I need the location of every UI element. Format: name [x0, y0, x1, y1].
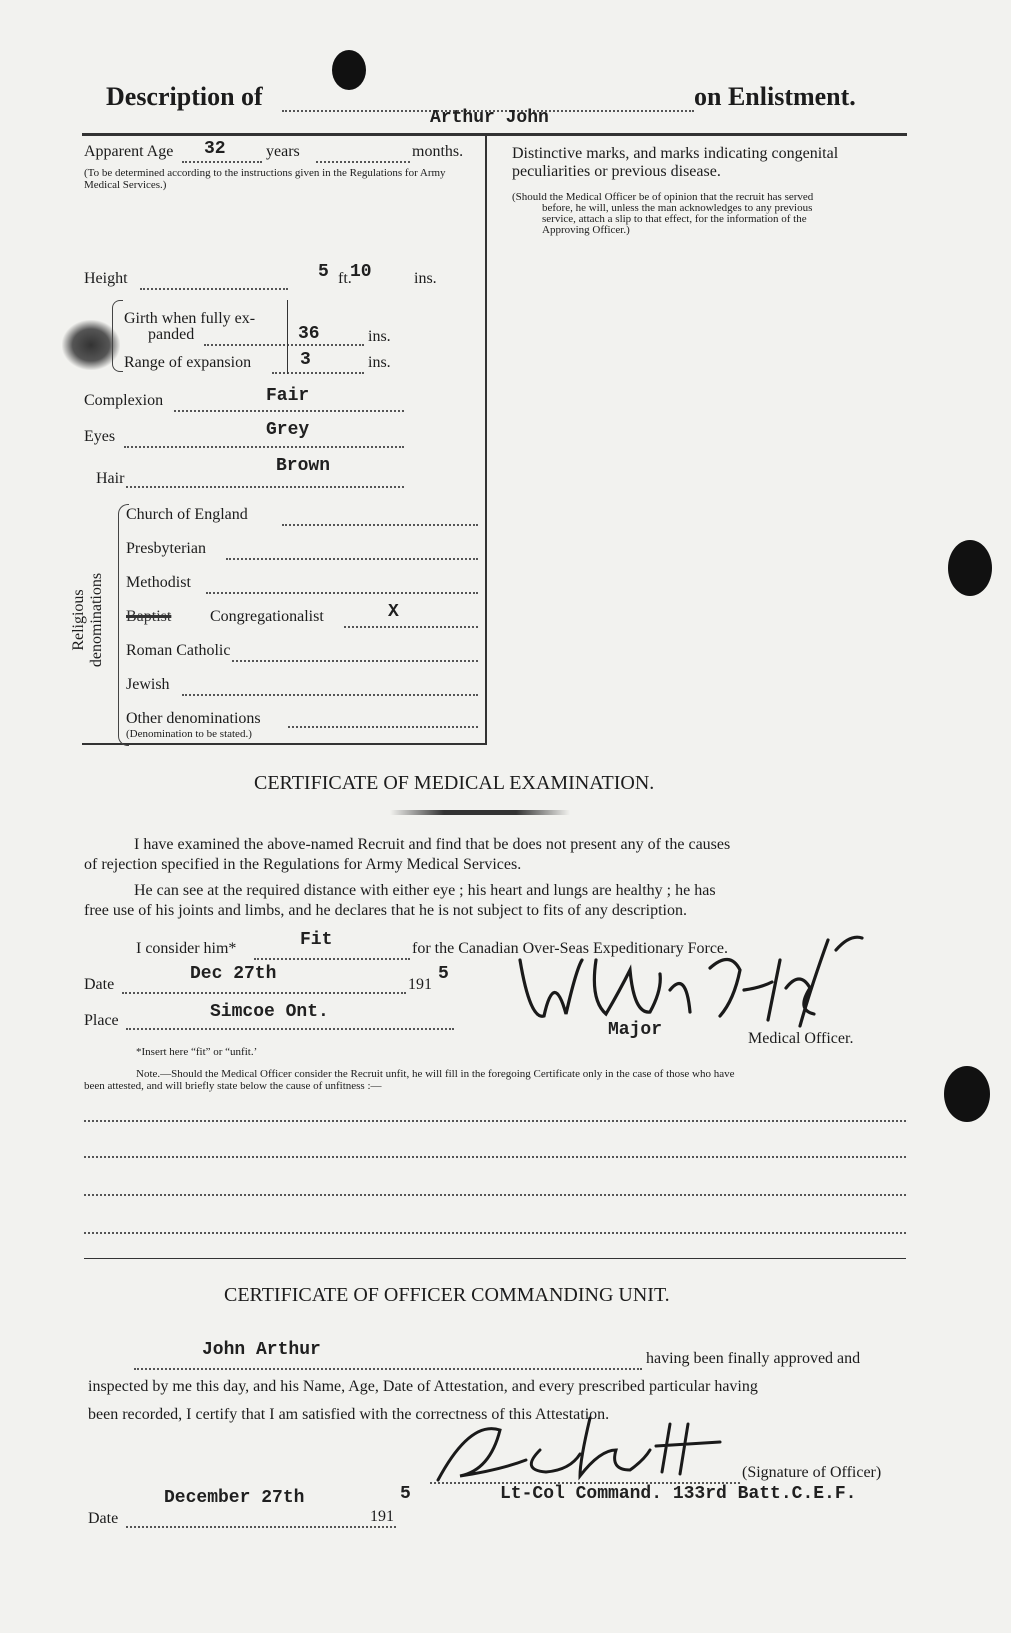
religion-roman-catholic: Roman Catholic [126, 642, 231, 659]
range-value: 3 [300, 350, 311, 370]
medical-para1-line2: of rejection specified in the Regulations for Army Medical Services. [84, 856, 522, 873]
signature-label: (Signature of Officer) [742, 1464, 882, 1481]
religion-congregationalist-line [344, 626, 478, 628]
height-label: Height [84, 270, 128, 287]
commanding-rank: Lt-Col Command. 133rd Batt.C.E.F. [500, 1484, 857, 1504]
marks-note-2: before, he will, unless the man acknowledges to any previous [542, 202, 813, 214]
religion-side-label-2: denominations [88, 572, 105, 668]
medical-place-label: Place [84, 1012, 119, 1029]
eyes-value: Grey [266, 420, 310, 440]
medical-place-value: Simcoe Ont. [210, 1002, 329, 1022]
commanding-date-label: Date [88, 1510, 119, 1527]
medical-title: CERTIFICATE OF MEDICAL EXAMINATION. [254, 772, 655, 794]
commanding-year-prefix: 191 [370, 1508, 394, 1525]
commanding-name-value: John Arthur [202, 1340, 321, 1360]
commanding-line2: inspected by me this day, and his Name, Age, Date of Attestation, and every prescribed particular having [88, 1378, 758, 1395]
eyes-label: Eyes [84, 428, 116, 445]
range-line [272, 372, 364, 374]
unfit-line-1 [84, 1120, 906, 1122]
consider-line [254, 958, 410, 960]
marks-note-4: Approving Officer.) [542, 224, 630, 236]
religion-catholic-line [232, 660, 478, 662]
girth-label-2: panded [148, 326, 195, 343]
medical-year-prefix: 191 [408, 976, 432, 993]
unfit-line-4 [84, 1232, 906, 1234]
header-title-left: Description of [106, 82, 263, 111]
medical-officer-rank: Major [608, 1020, 663, 1040]
medical-place-line [126, 1028, 454, 1030]
religion-other-note: (Denomination to be stated.) [126, 728, 252, 740]
header-title-right: on Enlistment. [694, 82, 856, 111]
medical-year-suffix: 5 [438, 964, 449, 984]
punch-hole-right-upper [948, 540, 992, 596]
girth-line [204, 344, 364, 346]
religion-side-label [70, 560, 106, 680]
religion-jewish-line [182, 694, 478, 696]
header-name: Arthur John [430, 108, 549, 128]
months-label: months. [412, 143, 464, 160]
range-label: Range of expansion [124, 354, 252, 371]
religion-other: Other denominations [126, 710, 261, 727]
medical-para2-line2: free use of his joints and limbs, and he declares that he is not subject to fits of any description. [84, 902, 687, 919]
commanding-year-suffix: 5 [400, 1484, 411, 1504]
bottom-rule [82, 743, 487, 745]
unfit-note-line2: been attested, and will briefly state below the cause of unfitness :— [84, 1080, 382, 1092]
hair-line [126, 486, 404, 488]
height-ft-value: 5 [318, 262, 329, 282]
religion-side-label-1: Religious [70, 589, 87, 651]
complexion-value: Fair [266, 386, 310, 406]
unfit-line-2 [84, 1156, 906, 1158]
medical-officer-label: Medical Officer. [748, 1030, 854, 1047]
commanding-name-line [134, 1368, 642, 1370]
marks-heading-2: peculiarities or previous disease. [512, 163, 721, 180]
medical-date-label: Date [84, 976, 115, 993]
hair-label: Hair [96, 470, 125, 487]
punch-hole-top [332, 50, 366, 90]
religion-jewish: Jewish [126, 676, 170, 693]
age-note-text: (To be determined according to the instructions given in the Regulations for Army Medical Services.) [84, 167, 446, 191]
ins-label: ins. [414, 270, 437, 287]
religion-other-line [288, 726, 478, 728]
religion-struck-denomination: Baptist [126, 608, 172, 625]
unfit-note-line1: Note.—Should the Medical Officer consider the Recruit unfit, he will fill in the foregoing Certificate only in the case of those who have [136, 1068, 735, 1080]
for-expeditionary-force: for the Canadian Over-Seas Expeditionary Force. [412, 940, 729, 957]
apparent-age-label: Apparent Age [84, 143, 174, 160]
commanding-line1-tail: having been finally approved and [646, 1350, 861, 1367]
marks-note-1: (Should the Medical Officer be of opinion that the recruit has served [512, 191, 814, 203]
medical-para1-line1: I have examined the above-named Recruit and find that be does not present any of the causes [134, 836, 731, 853]
girth-ins: ins. [368, 328, 391, 345]
years-label: years [266, 143, 300, 160]
height-line [140, 288, 288, 290]
column-divider [485, 135, 487, 743]
medical-officer-signature [510, 930, 870, 1040]
consider-label: I consider him* [136, 940, 237, 957]
punch-hole-right-lower [944, 1066, 990, 1122]
religion-methodist: Methodist [126, 574, 191, 591]
age-value: 32 [204, 139, 226, 159]
insert-note: *Insert here “fit” or “unfit.’ [136, 1046, 258, 1058]
chest-bracket [112, 300, 123, 372]
unfit-line-3 [84, 1194, 906, 1196]
religion-congregationalist-mark: X [388, 602, 399, 622]
marks-note-3: service, attach a slip to that effect, for the information of the [542, 213, 807, 225]
complexion-label: Complexion [84, 392, 164, 409]
religion-church-of-england: Church of England [126, 506, 248, 523]
medical-para2-line1: He can see at the required distance with either eye ; his heart and lungs are healthy ; he has [134, 882, 716, 899]
commanding-title: CERTIFICATE OF OFFICER COMMANDING UNIT. [224, 1284, 670, 1306]
commanding-line3: been recorded, I certify that I am satisfied with the correctness of this Attestation. [88, 1406, 610, 1423]
chest-divider [287, 300, 288, 374]
top-rule [82, 133, 907, 136]
religion-congregationalist: Congregationalist [210, 608, 324, 625]
section-rule [84, 1258, 906, 1259]
medical-title-ornament [390, 810, 570, 815]
consider-value: Fit [300, 930, 333, 950]
marks-heading-1: Distinctive marks, and marks indicating congenital [512, 145, 839, 162]
commanding-date-line [126, 1526, 396, 1528]
age-line [182, 161, 262, 163]
age-note [84, 167, 480, 191]
range-ins: ins. [368, 354, 391, 371]
girth-value: 36 [298, 324, 320, 344]
religion-church-line [282, 524, 478, 526]
religion-presbyterian: Presbyterian [126, 540, 206, 557]
months-line [316, 161, 410, 163]
height-in-value: 10 [350, 262, 372, 282]
commanding-date-value: December 27th [164, 1488, 305, 1508]
medical-date-value: Dec 27th [190, 964, 277, 984]
religion-presbyterian-line [226, 558, 478, 560]
ft-label: ft. [338, 270, 352, 287]
medical-date-line [122, 992, 406, 994]
complexion-line [174, 410, 404, 412]
religion-methodist-line [206, 592, 478, 594]
eyes-line [124, 446, 404, 448]
commanding-officer-signature [430, 1410, 730, 1490]
girth-label-1: Girth when fully ex- [124, 310, 256, 327]
hair-value: Brown [276, 456, 331, 476]
